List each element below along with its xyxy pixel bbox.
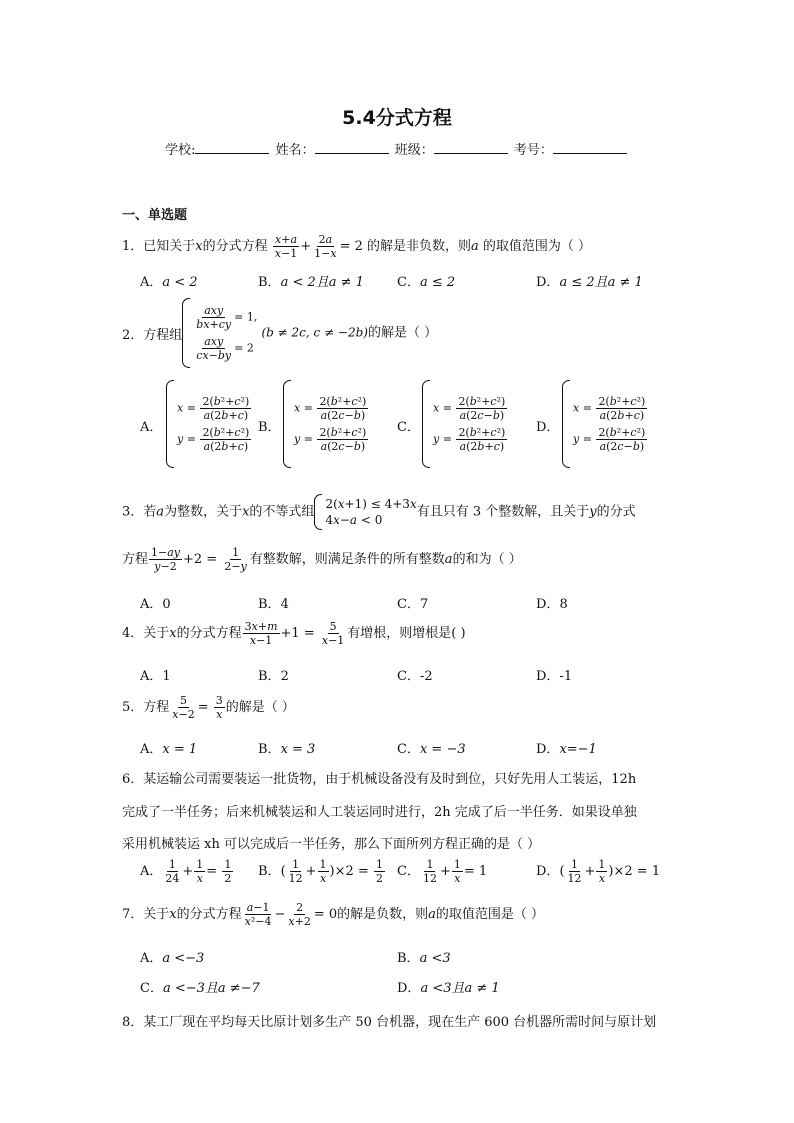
q3-option-a[interactable]: A．0 [140, 597, 171, 612]
question-4: 4．关于x的分式方程 $\frac{3x+m}{x-1}$ +1 = $\frac{5}{x-1}$ 有增根，则增根是( ) [122, 620, 466, 647]
q2-option-b[interactable]: B． [258, 420, 281, 435]
q6-option-a[interactable]: A． $\frac{1}{24}$ + $\frac{1}{x}$ = $\frac{1}{2}$ [140, 858, 232, 885]
q2-option-d-system: x = $\frac{\text{2(b²+c²)}}{a(2b+c)}$ y = $\frac{\text{2(b²+c²)}}{a(2c-b)}$ [562, 380, 648, 468]
q1-option-b[interactable]: B．a < 2且a ≠ 1 [258, 275, 364, 290]
question-2: 2．方程组 $\frac{\text{axy}}{bx+cy}$ = 1, $\frac{\text{axy}}{cx-by}$ = 2 (b ≠ 2c, c ≠ −2b)的解是（ ） [122, 298, 437, 368]
q7-option-b[interactable]: B．a <3 [397, 951, 451, 966]
question-5: 5．方程 $\frac{5}{x-2}$ = $\frac{3}{x}$ 的解是（ ） [122, 694, 295, 721]
school-label: 学校: [165, 143, 196, 158]
q5-option-b[interactable]: B．x = 3 [258, 742, 316, 757]
question-8-line1: 8．某工厂现在平均每天比原计划多生产 50 台机器，现在生产 600 台机器所需时间与原计划 [122, 1015, 657, 1030]
q3-option-d[interactable]: D．8 [536, 597, 568, 612]
question-3-line2: 方程 $\frac{1-ay}{y-2}$ +2 = $\frac{1}{2-y}$ 有整数解，则满足条件的所有整数a的和为（ ） [122, 546, 522, 573]
question-6-line3: 采用机械装运 xh 可以完成后一半任务，那么下面所列方程正确的是（ ） [122, 837, 541, 852]
fraction: $\frac{2a}{1-x}$ [314, 233, 337, 260]
q7-option-a[interactable]: A．a <−3 [140, 951, 205, 966]
name-blank[interactable] [315, 141, 389, 154]
class-blank[interactable] [434, 141, 508, 154]
q1-option-c[interactable]: C．a ≤ 2 [397, 275, 456, 290]
q2-option-a-system: x = $\frac{\text{2(b²+c²)}}{a(2b+c)}$ y = $\frac{\text{2(b²+c²)}}{a(2b+c)}$ [166, 380, 252, 468]
q7-option-d[interactable]: D．a <3且a ≠ 1 [397, 981, 500, 996]
q3-option-b[interactable]: B．4 [258, 597, 289, 612]
q4-option-d[interactable]: D．-1 [536, 669, 573, 684]
name-label: 姓名： [275, 143, 315, 158]
q1-option-d[interactable]: D．a ≤ 2且a ≠ 1 [536, 275, 643, 290]
q2-option-c[interactable]: C． [397, 420, 420, 435]
question-7: 7．关于x的分式方程 $\frac{a-1}{\text{x²−4}}$ − $\frac{2}{x+2}$ = 0的解是负数，则a的取值范围是（ ） [122, 901, 545, 928]
q5-option-d[interactable]: D．x=−1 [536, 742, 597, 757]
page-title: 5.4分式方程 [342, 107, 452, 129]
q2-option-a[interactable]: A． [140, 420, 163, 435]
q4-option-a[interactable]: A．1 [140, 669, 171, 684]
student-info-line [0, 139, 794, 158]
question-1: 1．已知关于x的分式方程 $\frac{x+a}{x-1}$ + $\frac{2a}{1-x}$ = 2 的解是非负数，则a 的取值范围为（ ） [122, 233, 592, 260]
section-heading: 一、单选题 [122, 208, 188, 223]
q4-option-c[interactable]: C．-2 [397, 669, 433, 684]
q6-option-c[interactable]: C． $\frac{1}{12}$ + $\frac{1}{x}$ = 1 [397, 858, 488, 885]
q2-option-b-system: x = $\frac{\text{2(b²+c²)}}{a(2c-b)}$ y = $\frac{\text{2(b²+c²)}}{a(2c-b)}$ [283, 380, 369, 468]
q2-option-c-system: x = $\frac{\text{2(b²+c²)}}{a(2c-b)}$ y = $\frac{\text{2(b²+c²)}}{a(2b+c)}$ [422, 380, 508, 468]
class-label: 班级： [394, 143, 434, 158]
fraction: $\frac{x+a}{x-1}$ [274, 233, 298, 260]
question-6-line1: 6．某运输公司需要装运一批货物，由于机械设备没有及时到位，只好先用人工装运，12h [122, 772, 637, 787]
question-3: 3．若a为整数，关于x的不等式组 2(x+1) ≤ 4+3x 4x−a < 0 有且只有 3 个整数解，且关于y的分式 [122, 494, 636, 530]
q7-option-c[interactable]: C．a <−3且a ≠−7 [140, 981, 260, 996]
q1-option-a[interactable]: A．a < 2 [140, 275, 198, 290]
exam-no-blank[interactable] [553, 141, 627, 154]
school-blank[interactable] [195, 141, 269, 154]
q6-option-d[interactable]: D．( $\frac{1}{12}$ + $\frac{1}{x}$ )×2 = 1 [536, 858, 661, 885]
inequality-system: 2(x+1) ≤ 4+3x 4x−a < 0 [314, 494, 416, 530]
equation-system: $\frac{\text{axy}}{bx+cy}$ = 1, $\frac{\text{axy}}{cx-by}$ = 2 [182, 298, 257, 368]
question-6-line2: 完成了一半任务；后来机械装运和人工装运同时进行，2h 完成了后一半任务．如果设单独 [122, 805, 637, 820]
q3-option-c[interactable]: C．7 [397, 597, 429, 612]
q5-option-a[interactable]: A．x = 1 [140, 742, 198, 757]
exam-no-label: 考号： [513, 143, 553, 158]
q5-option-c[interactable]: C．x = −3 [397, 742, 466, 757]
q6-option-b[interactable]: B．( $\frac{1}{12}$ + $\frac{1}{x}$ )×2 = $\frac{1}{2}$ [258, 858, 383, 885]
q4-option-b[interactable]: B．2 [258, 669, 289, 684]
q2-option-d[interactable]: D． [536, 420, 560, 435]
